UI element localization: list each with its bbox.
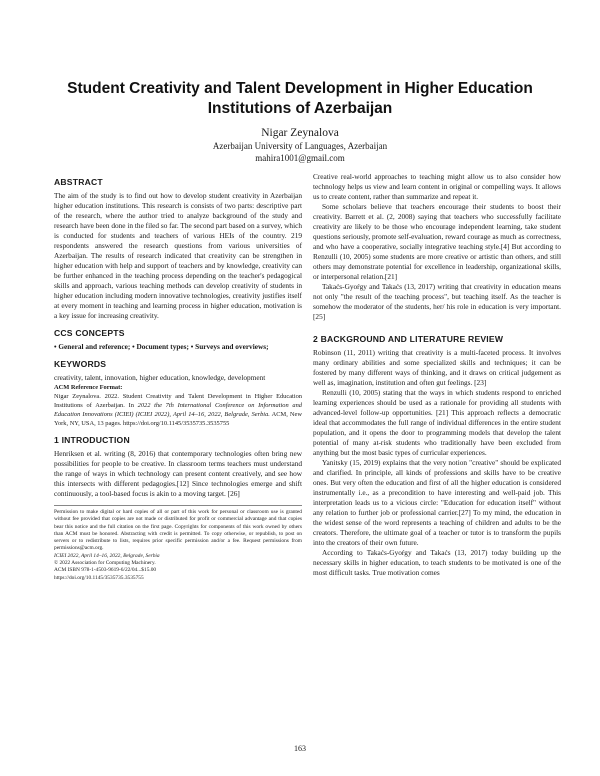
- author-email: mahira1001@gmail.com: [255, 153, 345, 163]
- reference-format-heading: ACM Reference Format:: [54, 384, 123, 391]
- permission-doi: https://doi.org/10.1145/3535735.3535755: [54, 574, 144, 581]
- body-paragraph: Takaćs-Gyoŕgy and Takaćs (13, 2017) writing that creativity in education means not only "the result of the teaching process", but teaching itself. As the teacher is somehow the moderator of the students, her/ his role in education is very important. [25]: [313, 282, 561, 321]
- body-paragraph: Robinson (11, 2011) writing that creativity is a multi-faceted process. It involves many ordinary abilities and some specialized skills and techniques; it can be fostered by many different ways of thinking, and it draws on critical judgement as well as, imagination, institution and often gut feelings. [23]: [313, 348, 561, 387]
- keywords-text: creativity, talent, innovation, higher education, knowledge, development: [54, 373, 266, 382]
- body-paragraph: Creative real-world approaches to teaching might allow us to also consider how technology helps us view and learn content in original or compelling ways. It allows us to create content, rather than summarize and repeat it.: [313, 172, 561, 201]
- keywords-heading: KEYWORDS: [54, 359, 107, 369]
- reference-format-doi: ACM, New York, NY, USA, 13 pages. https://doi.org/10.1145/3535735.3535755: [54, 411, 303, 427]
- ccs-concepts: • General and reference; • Document types; • Surveys and overviews;: [54, 342, 269, 351]
- body-paragraph: Yanitsky (15, 2019) explains that the very notion "creative" should be explicated and clarified. In principle, all kinds of professions and skills have to be creative ones. But very often the education and first of all the higher education is considered instrumentally i.e., as a precondition to have interesting and well-paid job. This interpretation leads us to a vicious circle: "Education for education itself" without any relation to further job or professional carrier.[27] To my mind, the education in the widest sense of the word represents a teaching of children and adults to be the creators. Therefore, the ultimate goal of a teacher or tutor is to transform the pupils into the creators of their own future.: [313, 458, 561, 547]
- background-heading: 2 BACKGROUND AND LITERATURE REVIEW: [313, 334, 504, 344]
- reference-format-authors: Nigar Zeynalova. 2022. Student Creativity and Talent Development in Higher Education Institutions of Azerbaijan. In: [54, 393, 302, 409]
- left-column: [54, 170, 302, 582]
- permission-copyright: © 2022 Association for Computing Machinery.: [54, 560, 156, 567]
- body-paragraph: Renzulli (10, 2005) stating that the ways in which students respond to enriched learning experiences should be used as a rationale for providing all students with advanced-level follow-up opportunities. [21] This approach reflects a democratic ideal that accommodates the full range of individual differences in the entire student population, and it opens the door to programming models that develop the talent potential of many at-risk students who traditionally have been excluded from anything but the most basic types of curricular experiences.: [313, 388, 561, 457]
- reference-format-venue: 2022 the 7th International Conference on Information and Education Innovations (ICIEI) (ICIEI 2022), April 14–16, 2022, Belgrade, Serbia.: [54, 402, 302, 418]
- author-name: Nigar Zeynalova: [261, 127, 339, 139]
- abstract-heading: ABSTRACT: [54, 177, 103, 187]
- body-paragraph: Some scholars believe that teachers encourage their students to boost their creativity. Barrett et al. (2, 2008) saying that teachers who successfully facilitate creativity are likely to be those who encourage independent learning, take student questions seriously, promote self-evaluation, reward courage as much as correctness, and who have a cooperative, socially integrative teaching style.[4] But according to Renzulli (10, 2005) some students are more creative or artistic than others, and still others may demonstrate potential for excellence in leadership, organizational skills, or interpersonal relation.[21]: [313, 202, 561, 281]
- permission-notice: [54, 505, 302, 582]
- right-column: [313, 172, 561, 578]
- permission-venue: ICIEI 2022, April 14–16, 2022, Belgrade, Serbia: [54, 552, 160, 559]
- reference-format-text: [54, 392, 302, 428]
- ccs-heading: CCS CONCEPTS: [54, 328, 125, 338]
- introduction-heading: 1 INTRODUCTION: [54, 435, 130, 445]
- page-number: 163: [294, 744, 306, 753]
- body-paragraph: According to Takaćs-Gyoŕgy and Takaćs (13, 2017) today building up the necessary skills in higher education, to teach students to be motivated is one of the most difficult tasks. True motivation comes: [313, 548, 561, 577]
- paper-title: Student Creativity and Talent Development in Higher Education Institutions of Azerbaijan: [67, 80, 533, 117]
- author-affiliation: Azerbaijan University of Languages, Azerbaijan: [212, 141, 388, 151]
- introduction-paragraph: Henriksen et al. writing (8, 2016) that contemporary technologies often bring new possibilities for people to be creative. In classroom terms teachers must understand the range of ways in which technology can present content creatively, and see how this intersects with different pedagogies.[12] Since technologies emerge and shift continuously, a tool-based focus is akin to a moving target. [26]: [54, 449, 302, 498]
- abstract-text: The aim of the study is to find out how to develop student creativity in Azerbaijan higher education institutions. This research is consists of two parts: descriptive part of the research, where the author tried to analyze background of the study and research have been done in the filed so far. The second part based on a survey, which is conducted for students and teachers of various HEIs of the country. 219 respondents answered the research questions from various universities of Azerbaijan. The results of research indicated that creativity can be strengthen in higher education with help and support of teachers and by knowledge, creativity can be further enhanced in the teaching process depending on the teacher's pedagogical skills and approach, various teaching methods can develop creativity of students in higher education including modern innovative technologies, creativity justifies itself at every moment in teaching and learning process in higher education, motivation is a key issue for increasing creativity.: [54, 191, 302, 320]
- permission-isbn: ACM ISBN 978-1-4503-9619-6/22/04...$15.00: [54, 567, 157, 574]
- permission-text: Permission to make digital or hard copies of all or part of this work for personal or classroom use is granted without fee provided that copies are not made or distributed for profit or commercial advantage and that copies bear this notice and the full citation on the first page. Copyrights for components of this work owned by others than ACM must be honored. Abstracting with credit is permitted. To copy otherwise, or republish, to post on servers or to redistribute to lists, requires prior specific permission and/or a fee. Request permissions from permissions@acm.org.: [54, 509, 302, 552]
